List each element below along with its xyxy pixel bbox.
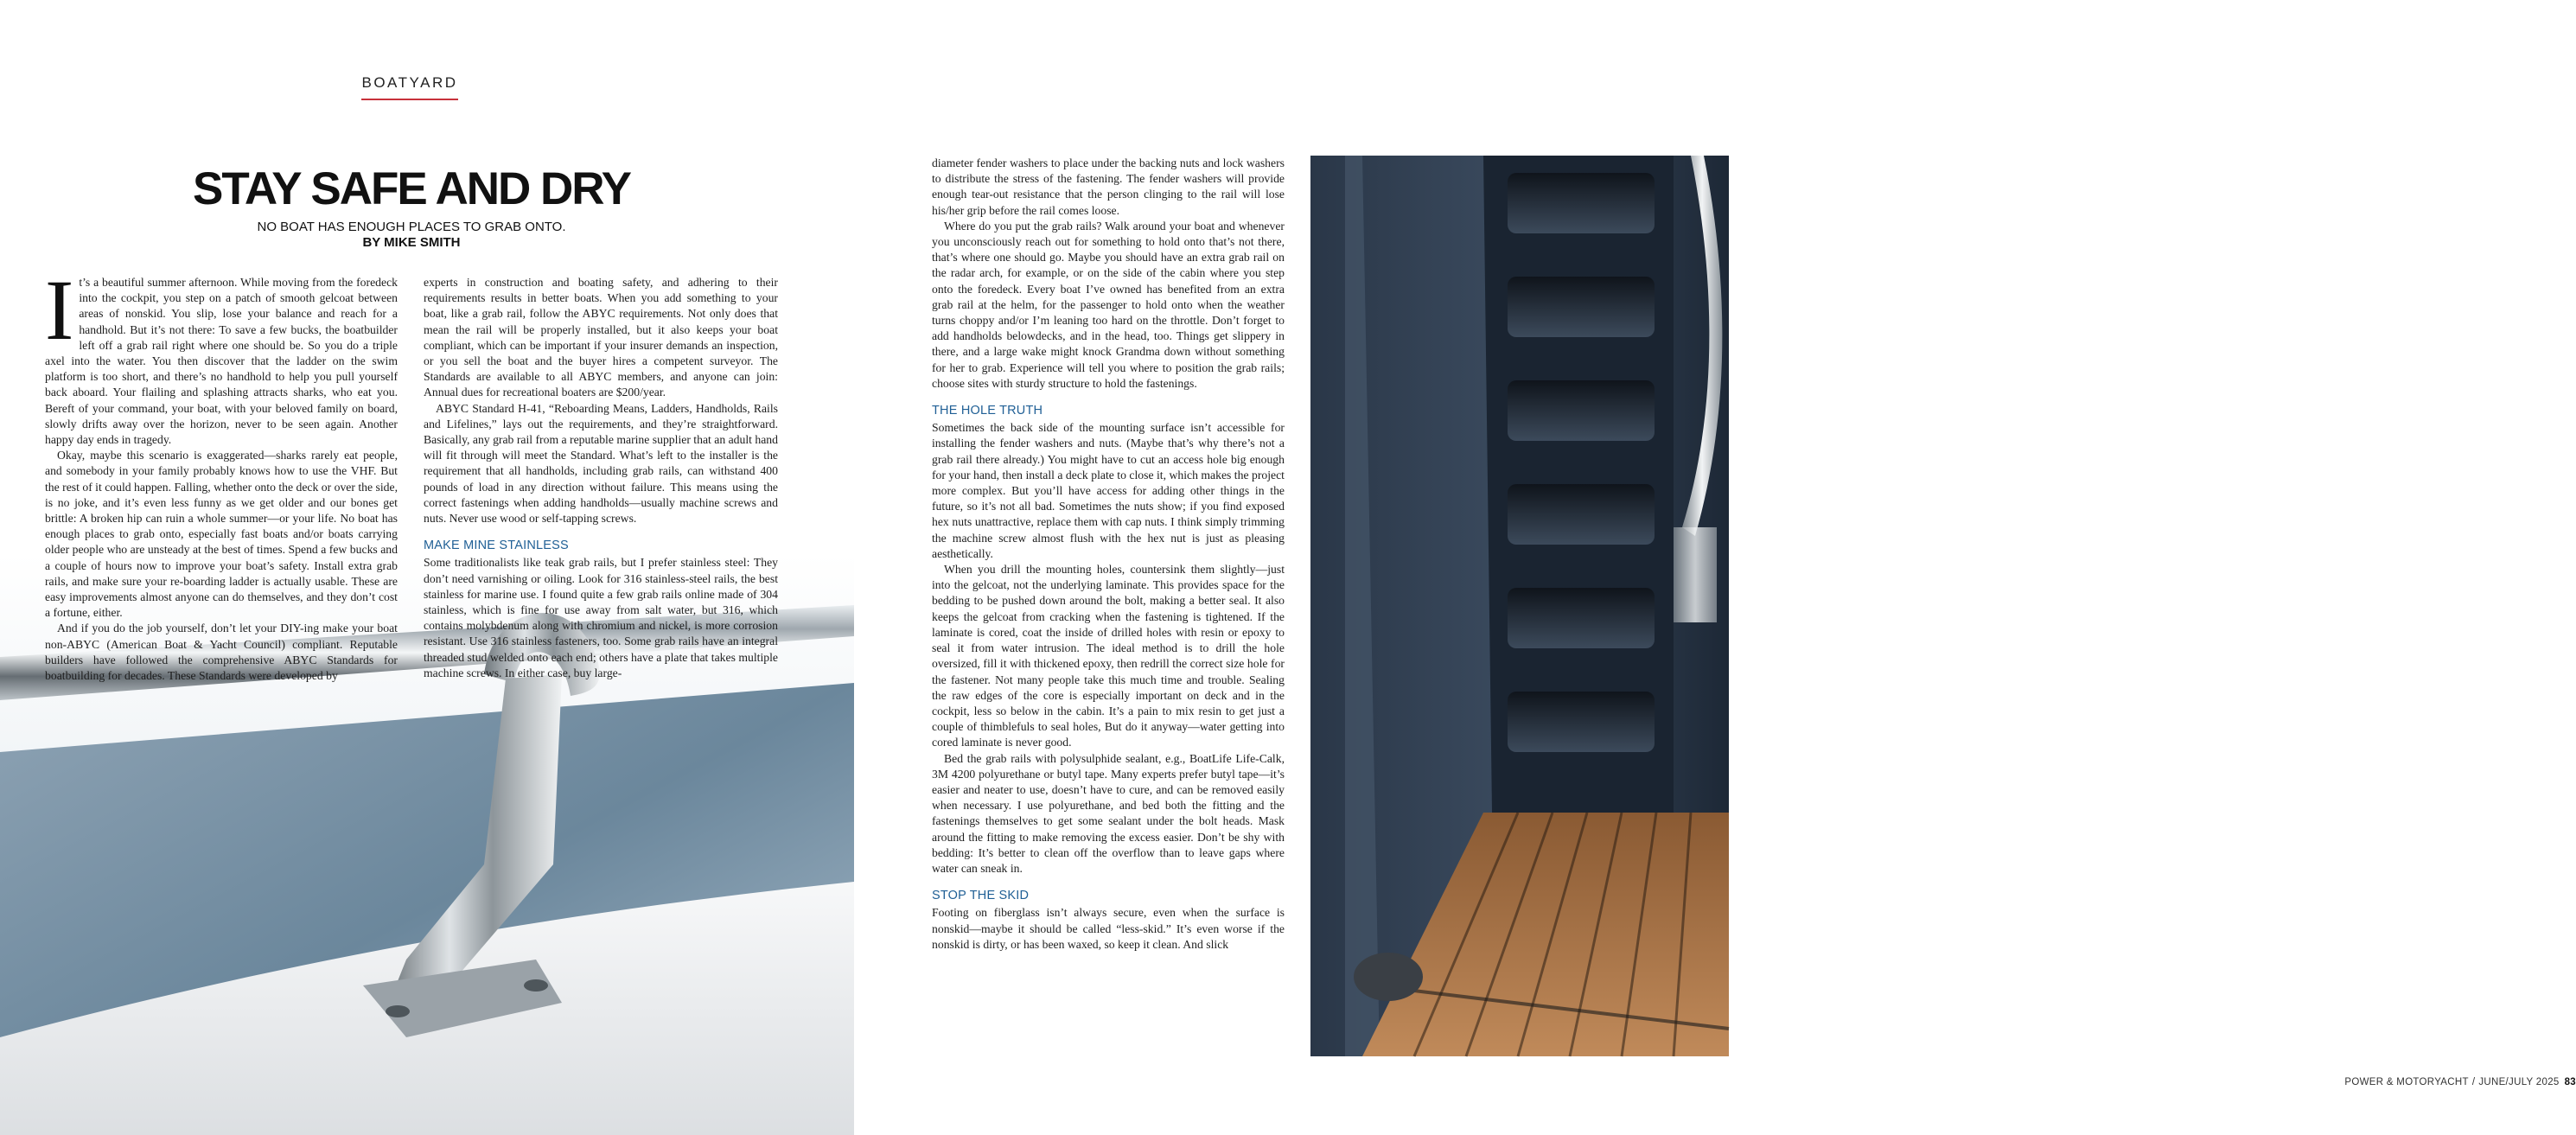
paragraph: ABYC Standard H-41, “Reboarding Means, Ladders, Handholds, Rails and Lifelines,” lays out the requirements, and they’re straightforward. Basically, any grab rail from a reputable marine supplier that an adult hand will fit through will meet the Standard. What’s left to the installer is the requirement that all handholds, including grab rails, can withstand 400 pounds of load in any direction without failure. This means using the correct fastenings when adding handholds—usually machine screws and nuts. Never use wood or self-tapping screws. <box>424 401 778 526</box>
subhead-make-mine-stainless: MAKE MINE STAINLESS <box>424 539 569 553</box>
paragraph: Sometimes the back side of the mounting surface isn’t accessible for installing the fender washers and nuts. (Maybe that’s why there’s not a grab rail there already.) You might have to cut an access hole big enough for your hand, then install a deck plate to close it, which makes the project more complex. But you’ll have access for adding other things in the future, so it’s not all bad. Sometimes the nuts show; if you find exposed hex nuts unattractive, replace them with cap nuts. I think simply trimming the machine screw almost flush with the hex nut is just as pleasing aesthetically. <box>932 421 1285 560</box>
paragraph: Okay, maybe this scenario is exaggerated—sharks rarely eat people, and somebody in your family probably knows how to use the VHF. But the rest of it could happen. Falling, whether onto the deck or over the side, is no joke, and it’s even less funny as we get older and our bones get brittle: A broken hip can ruin a whole summer—or your life. No boat has enough places to grab onto, especially fast boats and/or boats carrying older people who are unsteady at the best of times. Spend a few bucks and a couple of hours now to improve your boat’s safety. Install extra grab rails, and make sure your re-boarding ladder is actually usable. These are easy improvements almost anyone can do themselves, and they don’t cost a fortune, either. <box>45 449 398 620</box>
right-page <box>854 0 2576 1135</box>
paragraph: diameter fender washers to place under the backing nuts and lock washers to distribute the stress of the fastening. The fender washers will provide enough tear-out resistance that the person clinging to the rail will lose his/her grip before the rail comes loose. <box>932 156 1285 217</box>
text-column-1 <box>45 262 398 684</box>
paragraph: It’s a beautiful summer afternoon. While moving from the foredeck into the cockpit, you step on a patch of smooth gelcoat between areas of nonskid. You slip, lose your balance and reach for a handhold. But it’s not there: To save a few bucks, the boatbuilder left off a grab rail right where one should be. So you do a triple axel into the water. You then discover that the ladder on the swim platform is too short, and there’s no handhold to help you pull yourself back aboard. Your flailing and splashing attracts sharks, who eat you. Bereft of your command, your boat, with your beloved family on board, slowly drifts away over the horizon, never to be seen again. Another happy day ends in tragedy. <box>45 262 398 447</box>
magazine-name: POWER & MOTORYACHT <box>2344 1077 2469 1087</box>
paragraph: Some traditionalists like teak grab rails, but I prefer stainless steel: They don’t need varnishing or oiling. Look for 316 stainless-steel rails, the best stainless for marine use. I found quite a few grab rails online made of 304 stainless, which is fine for use away from salt water, but 316, which contains molybdenum along with chromium and nickel, is more corrosion resistant. Use 316 stainless fasteners, too. Some grab rails have an integral threaded stud welded onto each end; others have a plate that takes multiple machine screws. In either case, buy large- <box>424 556 778 679</box>
section-tag: BOATYARD <box>361 74 458 91</box>
text-column-2 <box>424 275 778 681</box>
folio <box>2298 1077 2576 1087</box>
paragraph: When you drill the mounting holes, countersink them slightly—just into the gelcoat, not the underlying laminate. This provides space for the bedding to be pushed down around the bolt, making a better seal. It also keeps the gelcoat from cracking when the fastening is tightened. If the laminate is cored, coat the inside of drilled holes with resin or epoxy to seal it from water intrusion. The ideal method is to drill the hole oversized, fill it with thickened epoxy, then redrill the correct size hole for the fastener. Not many people take this much time and trouble. Sealing the raw edges of the core is especially important on deck and in the cockpit, less so below in the cabin. It’s a pain to mix resin to get just a couple of thimblefuls to seal holes, But do it anyway—water getting into cored laminate is never good. <box>932 563 1285 749</box>
byline: BY MIKE SMITH <box>362 235 461 250</box>
boarding-steps-photo <box>1310 156 1729 1056</box>
left-page <box>0 0 854 1135</box>
paragraph: Bed the grab rails with polysulphide sealant, e.g., BoatLife Life-Calk, 3M 4200 polyurethane or butyl tape. Many experts prefer butyl tape—it’s easier and neater to use, doesn’t have to cure, and can be removed easily when necessary. I use polyurethane, and bed both the fitting and the fastenings themselves to get some sealant under the bolt heads. Mask around the fitting to make removing the excess easier. Don’t be shy with bedding: It’s better to clean off the overflow than to leave gaps where water can sneak in. <box>932 751 1285 875</box>
paragraph: Where do you put the grab rails? Walk around your boat and whenever you unconsciously reach out for something to hold onto that’s not there, that’s where one should go. Maybe you should have an extra grab rail on the radar arch, for example, or on the side of the cabin where you step onto the foredeck. Every boat I’ve owned has benefited from an extra grab rail at the helm, for the passenger to hold onto when the weather turns choppy and/or I’m leaning too hard on the throttle. Don’t forget to add handholds belowdecks, and in the head, too. Things get slippery in there, and a large wake might knock Grandma down without something for her to grab. Experience will tell you where to position the grab rails; choose sites with sturdy structure to hold the fastenings. <box>932 219 1285 390</box>
subhead-the-hole-truth: THE HOLE TRUTH <box>932 404 1043 418</box>
deck: NO BOAT HAS ENOUGH PLACES TO GRAB ONTO. <box>257 220 566 234</box>
issue-date: JUNE/JULY 2025 <box>2478 1077 2560 1087</box>
paragraph: experts in construction and boating safety, and adhering to their requirements results in better boats. When you add something to your boat, like a grab rail, follow the ABYC requirements. Not only does that mean the rail will be properly installed, but it also keeps your boat compliant, which can be important if your insurer demands an inspection, or you sell the boat and the buyer hires a competent surveyor. The Standards are available to all ABYC members, and anyone can join: Annual dues for recreational boaters are $200/year. <box>424 276 778 399</box>
paragraph: Footing on fiberglass isn’t always secure, even when the surface is nonskid—maybe it should be called “less-skid.” It’s even worse if the nonskid is dirty, or has been waxed, so keep it clean. And slick <box>932 906 1285 951</box>
subhead-stop-the-skid: STOP THE SKID <box>932 889 1030 903</box>
headline: STAY SAFE AND DRY <box>193 163 630 214</box>
folio-separator: / <box>2471 1077 2476 1087</box>
section-rule <box>361 99 458 100</box>
paragraph: And if you do the job yourself, don’t let your DIY-ing make your boat non-ABYC (American Boat & Yacht Council) compliant. Reputable builders have followed the comprehensive ABYC Standards for boatbuilding for decades. These Standards were developed by <box>45 622 398 683</box>
text-column-3 <box>932 156 1285 953</box>
page-number: 83 <box>2564 1077 2576 1087</box>
drop-cap: I <box>45 262 74 358</box>
